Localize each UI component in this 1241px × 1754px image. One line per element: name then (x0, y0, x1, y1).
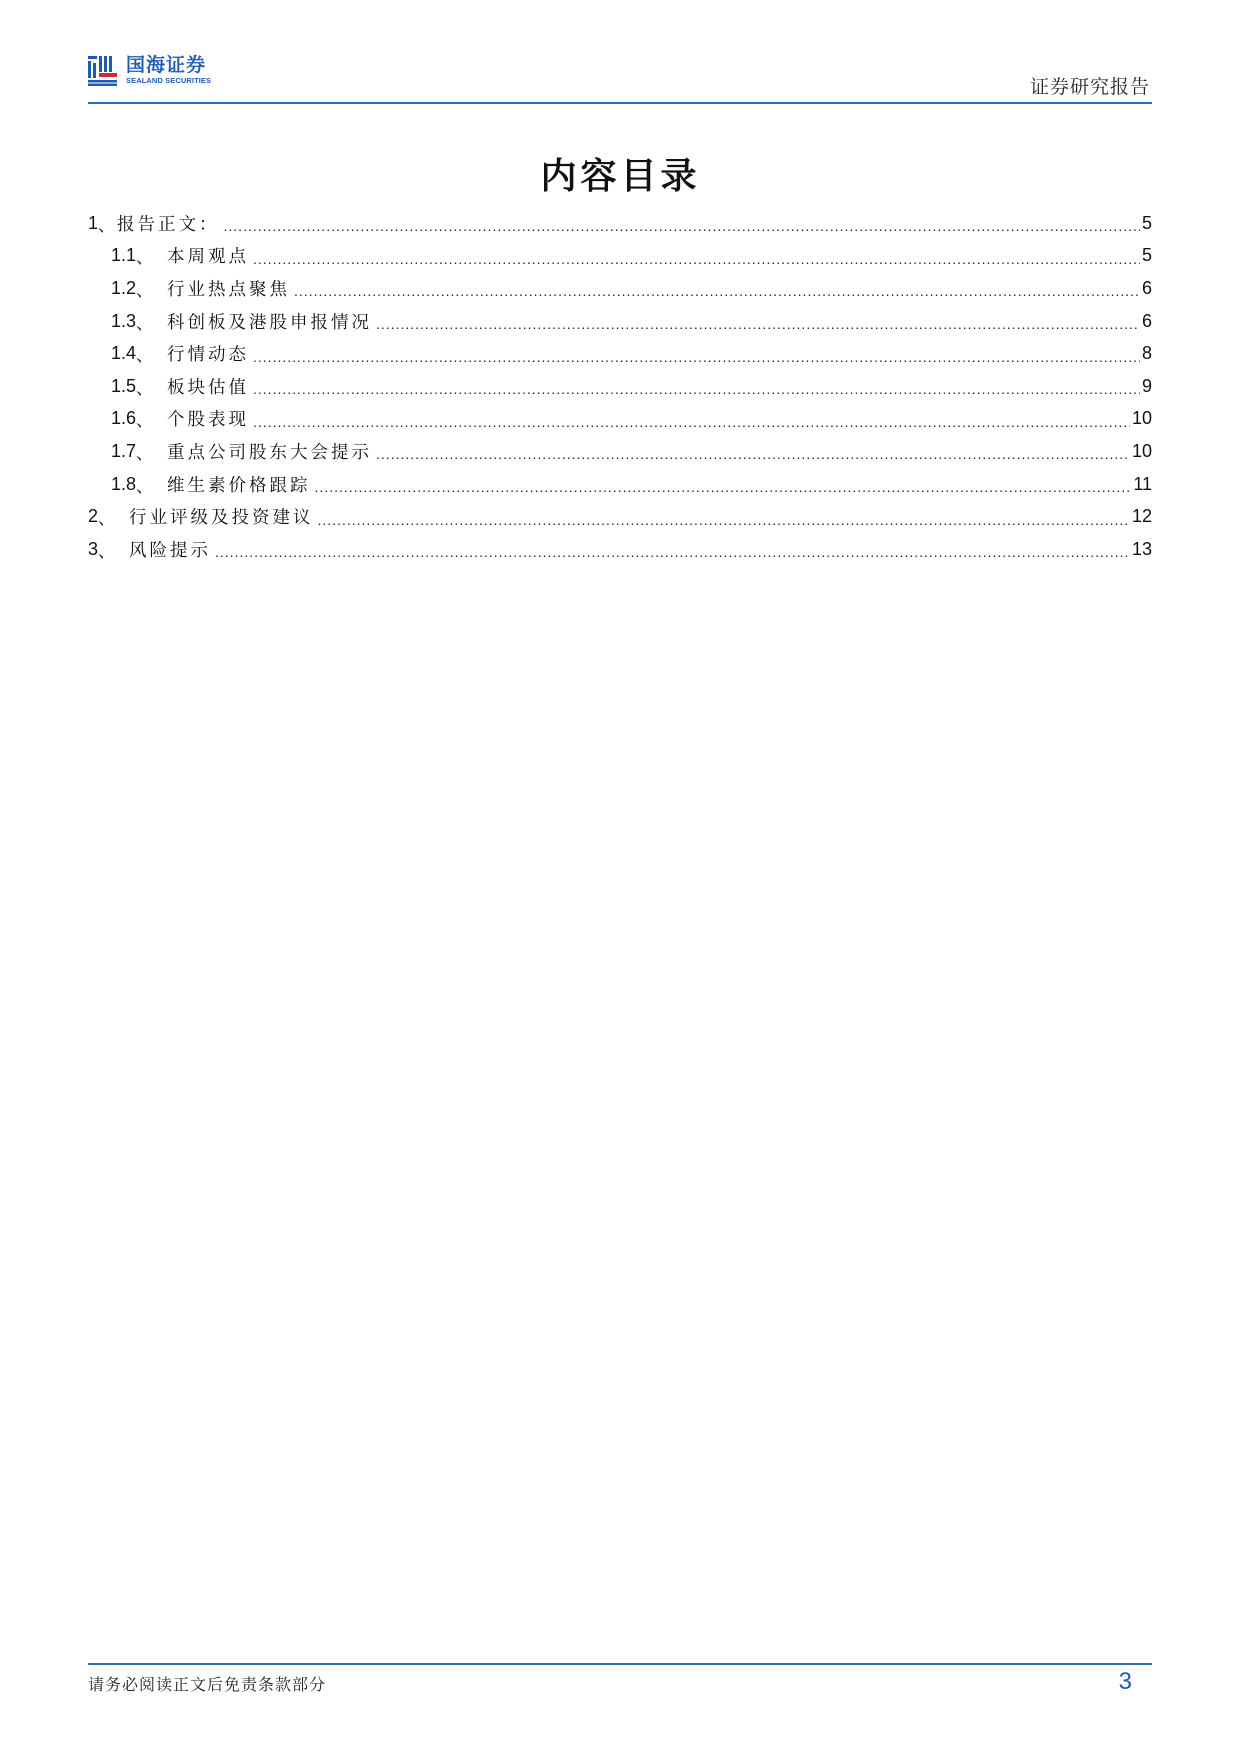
logo-chinese-name: 国海证券 (126, 54, 207, 76)
toc-leader-dots (294, 278, 1140, 298)
toc-entry[interactable] (88, 468, 1152, 501)
disclaimer-notice: 请务必阅读正文后免责条款部分 (88, 1675, 327, 1694)
toc-number: 1.7 (111, 440, 137, 461)
toc-separator: 、 (136, 443, 154, 464)
page-number: 3 (1118, 1668, 1132, 1695)
toc-page-number: 12 (1131, 506, 1152, 527)
toc-number: 1 (88, 212, 99, 233)
toc-separator: 、 (136, 313, 154, 334)
toc-separator: 、 (136, 411, 154, 432)
toc-number: 2 (88, 506, 99, 527)
toc-label: 板块估值 (167, 377, 250, 398)
toc-number: 1.1 (111, 245, 137, 266)
toc-entry[interactable] (88, 533, 1152, 566)
toc-leader-dots (253, 376, 1140, 396)
toc-label: 本周观点 (167, 247, 250, 268)
toc-page-number: 5 (1141, 212, 1152, 233)
logo-english-name: SEALAND SECURITIES (126, 76, 212, 85)
toc-leader-dots (253, 409, 1130, 429)
toc-leader-dots (253, 344, 1140, 364)
toc-number: 3 (88, 538, 99, 559)
toc-separator: 、 (98, 509, 116, 530)
toc-label: 行业评级及投资建议 (129, 508, 314, 529)
toc-leader-dots (376, 311, 1140, 331)
toc-leader-dots (318, 507, 1130, 527)
footer-divider (88, 1663, 1152, 1665)
toc-label: 行业热点聚焦 (167, 279, 291, 300)
toc-separator: 、 (136, 248, 154, 269)
toc-separator: 、 (136, 476, 154, 497)
toc-separator: 、 (136, 378, 154, 399)
company-logo (87, 53, 211, 87)
toc-page-number: 6 (1141, 277, 1152, 298)
toc-number: 1.8 (111, 473, 137, 494)
toc-page-number: 10 (1131, 408, 1152, 429)
toc-number: 1.2 (111, 277, 137, 298)
toc-separator: 、 (136, 346, 154, 367)
toc-leader-dots (315, 474, 1132, 494)
toc-page-number: 6 (1141, 310, 1152, 331)
toc-page-number: 8 (1141, 343, 1152, 364)
header-divider (88, 102, 1152, 104)
toc-entry[interactable] (88, 240, 1152, 273)
toc-page-number: 9 (1141, 375, 1152, 396)
toc-page-number: 5 (1141, 245, 1152, 266)
toc-label: 个股表现 (167, 410, 250, 431)
toc-separator: 、 (98, 215, 116, 236)
toc-entry[interactable] (88, 500, 1152, 533)
toc-entry[interactable] (88, 272, 1152, 305)
toc-leader-dots (253, 246, 1140, 266)
toc-entry[interactable] (88, 337, 1152, 370)
toc-number: 1.3 (111, 310, 137, 331)
toc-separator: 、 (136, 280, 154, 301)
toc-label: 报告正文： (117, 214, 220, 235)
page-title: 内容目录 (540, 155, 701, 197)
toc-entry[interactable] (88, 370, 1152, 403)
toc-leader-dots (215, 539, 1130, 559)
toc-label: 维生素价格跟踪 (167, 475, 311, 496)
toc-label: 行情动态 (167, 345, 250, 366)
toc-page-number: 13 (1131, 538, 1152, 559)
toc-page-number: 11 (1133, 473, 1152, 494)
toc-entry[interactable] (88, 435, 1152, 468)
toc-number: 1.6 (111, 408, 137, 429)
toc-entry[interactable] (88, 207, 1152, 240)
toc-label: 重点公司股东大会提示 (167, 442, 373, 463)
table-of-contents (88, 207, 1152, 566)
report-type-label: 证券研究报告 (1029, 76, 1150, 98)
toc-entry[interactable] (88, 305, 1152, 338)
toc-label: 风险提示 (129, 540, 212, 561)
toc-leader-dots (376, 441, 1130, 461)
toc-page-number: 10 (1131, 440, 1152, 461)
toc-number: 1.5 (111, 375, 137, 396)
sealand-logo-icon (87, 54, 118, 86)
toc-separator: 、 (98, 541, 116, 562)
toc-entry[interactable] (88, 403, 1152, 436)
toc-number: 1.4 (111, 343, 137, 364)
toc-label: 科创板及港股申报情况 (167, 312, 373, 333)
toc-leader-dots (224, 213, 1140, 233)
